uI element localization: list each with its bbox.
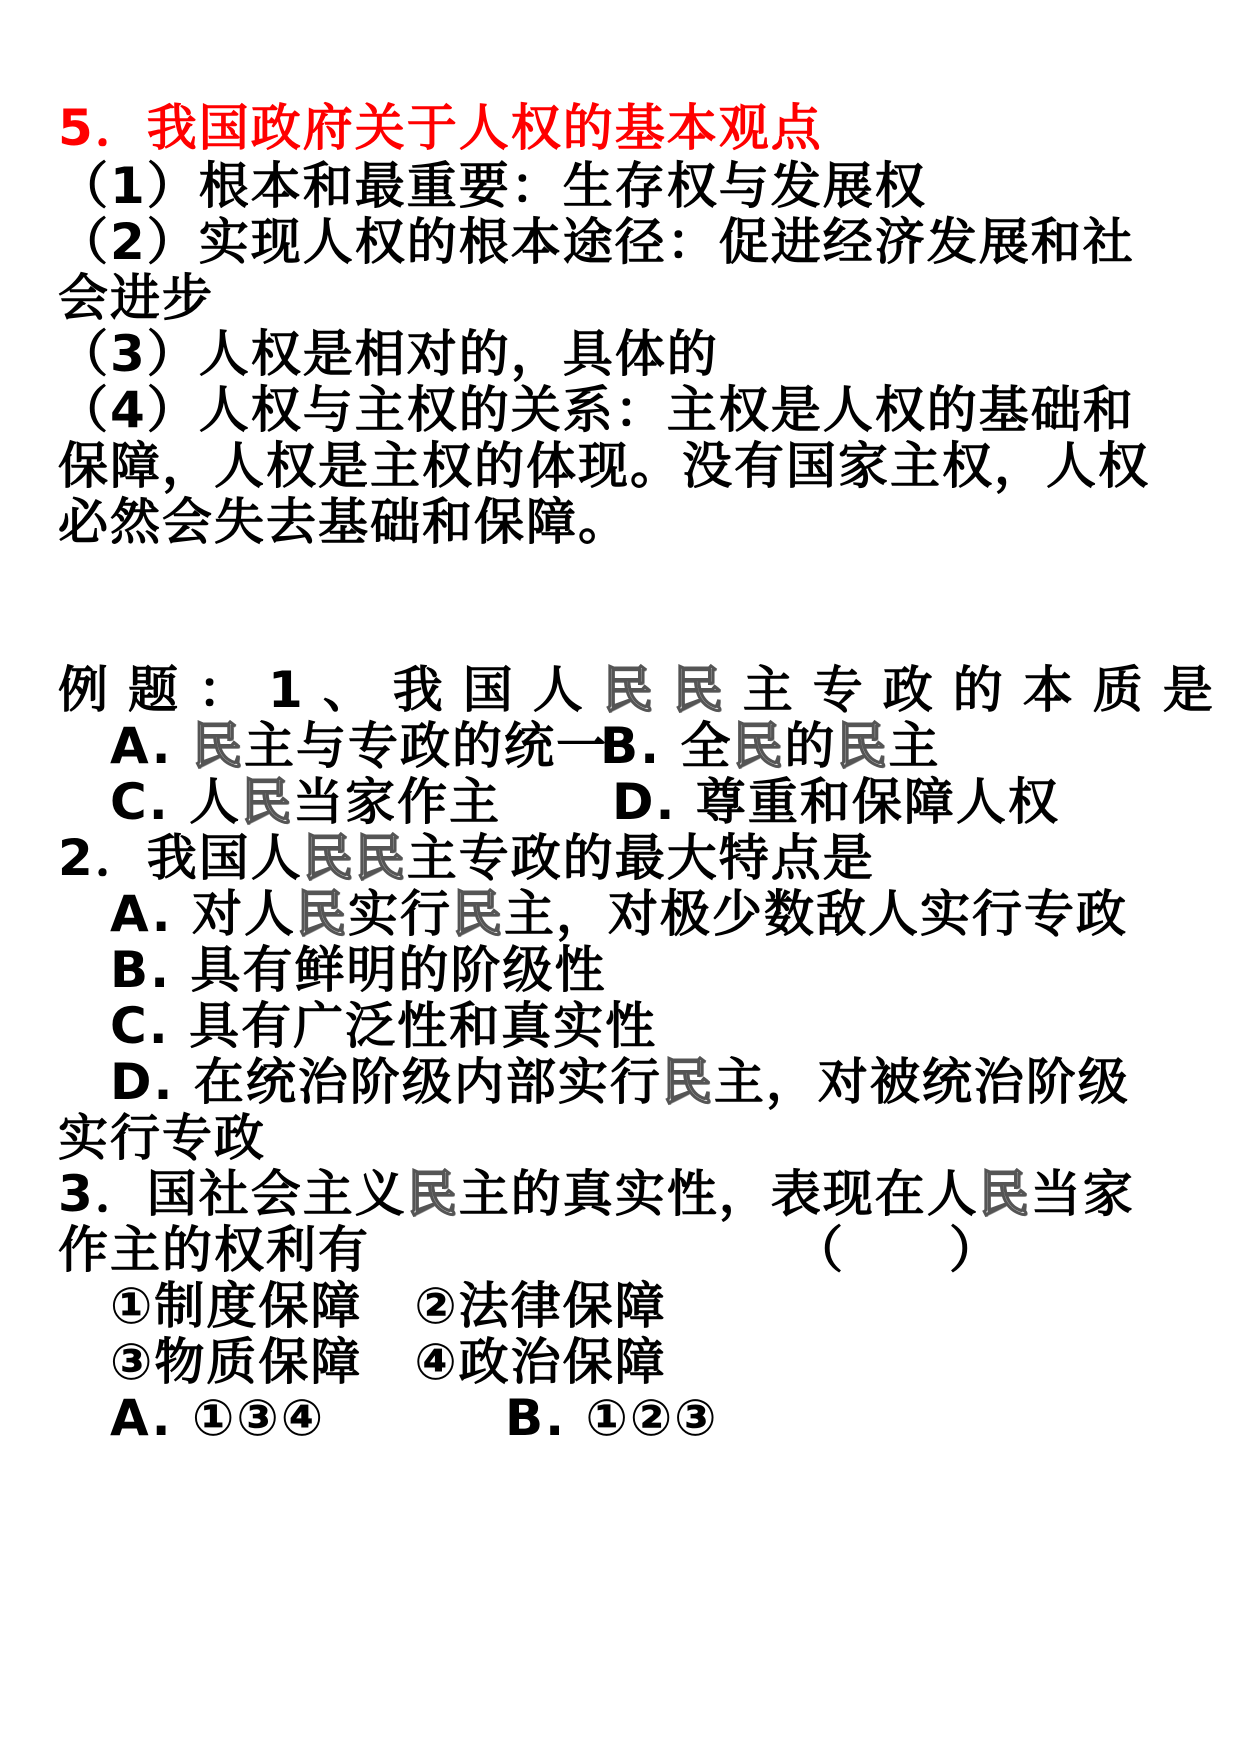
answer-blank: （ ） bbox=[793, 1221, 1001, 1279]
q3-choice-b: B. ①②③ bbox=[505, 1389, 719, 1447]
q2-a-pre: A. 对人 bbox=[110, 885, 297, 943]
q2-pre: 2．我国人 bbox=[58, 829, 303, 887]
q2-option-a bbox=[110, 884, 1128, 944]
q3-outline-1: 民 bbox=[406, 1165, 459, 1223]
q1-prefix: 例题：1、我国人 bbox=[58, 661, 603, 719]
q3-options-row-2: ③物质保障 ④政治保障 bbox=[110, 1333, 667, 1391]
q1-outline-text: 民民 bbox=[602, 661, 743, 719]
q1-b-mid: 的 bbox=[784, 717, 837, 775]
q1-suffix: 主专政的本质是 bbox=[742, 661, 1233, 719]
q2-d-pre: D. 在统治阶级内部实行 bbox=[110, 1053, 662, 1111]
q1-options-row-1 bbox=[110, 716, 608, 776]
point-4-cont-2: 必然会失去基础和保障。 bbox=[58, 493, 630, 551]
q3-choice-a: A. ①③④ bbox=[110, 1389, 326, 1447]
section-title: 5．我国政府关于人权的基本观点 bbox=[58, 99, 823, 157]
q2-a-post: 主，对极少数敌人实行专政 bbox=[504, 885, 1129, 943]
q1-c-outline: 民 bbox=[241, 773, 294, 831]
q2-option-d-cont: 实行专政 bbox=[58, 1109, 266, 1167]
q1-c-text: 当家作主 bbox=[293, 773, 502, 831]
q1-a-text: 主与专政的统一 bbox=[244, 717, 609, 775]
q1-b-post: 主 bbox=[888, 717, 941, 775]
q2-stem bbox=[58, 828, 875, 888]
q2-option-c: C. 具有广泛性和真实性 bbox=[110, 997, 658, 1055]
point-3: （3）人权是相对的，具体的 bbox=[58, 325, 719, 383]
q1-a-outline: 民 bbox=[192, 717, 245, 775]
q1-option-d: D. 尊重和保障人权 bbox=[612, 773, 1060, 831]
q2-a-outline-1: 民 bbox=[296, 885, 349, 943]
q1-c-label: C. 人 bbox=[110, 773, 242, 831]
q1-b-label: B. 全 bbox=[600, 717, 733, 775]
q2-option-b: B. 具有鲜明的阶级性 bbox=[110, 941, 607, 999]
q2-a-outline-2: 民 bbox=[452, 885, 505, 943]
q2-d-post: 主，对被统治阶级 bbox=[713, 1053, 1130, 1111]
q3-pre: 3．国社会主义 bbox=[58, 1165, 407, 1223]
q3-stem bbox=[58, 1164, 1135, 1224]
q3-post: 当家 bbox=[1030, 1165, 1135, 1223]
point-4-cont-1: 保障，人权是主权的体现。没有国家主权，人权 bbox=[58, 437, 1150, 495]
q1-option-b bbox=[600, 716, 941, 776]
q2-d-outline: 民 bbox=[661, 1053, 714, 1111]
q2-a-mid: 实行 bbox=[348, 885, 453, 943]
q3-outline-2: 民 bbox=[978, 1165, 1031, 1223]
q2-outline: 民民 bbox=[302, 829, 407, 887]
q3-stem-cont bbox=[58, 1220, 1158, 1280]
q1-stem bbox=[58, 660, 1233, 720]
point-4: （4）人权与主权的关系：主权是人权的基础和 bbox=[58, 381, 1135, 439]
q1-b-outline-2: 民 bbox=[836, 717, 889, 775]
q3-options-row-1: ①制度保障 ②法律保障 bbox=[110, 1277, 667, 1335]
q3-line2: 作主的权利有 bbox=[58, 1221, 370, 1279]
q1-option-c bbox=[110, 772, 501, 832]
q2-option-d bbox=[110, 1052, 1130, 1112]
point-1: （1）根本和最重要：生存权与发展权 bbox=[58, 157, 927, 215]
q1-b-outline-1: 民 bbox=[732, 717, 785, 775]
q2-post: 主专政的最大特点是 bbox=[406, 829, 875, 887]
point-2-cont: 会进步 bbox=[58, 269, 214, 327]
point-2: （2）实现人权的根本途径：促进经济发展和社 bbox=[58, 213, 1135, 271]
q1-a-label: A. bbox=[110, 717, 193, 775]
q3-mid: 主的真实性，表现在人 bbox=[458, 1165, 979, 1223]
